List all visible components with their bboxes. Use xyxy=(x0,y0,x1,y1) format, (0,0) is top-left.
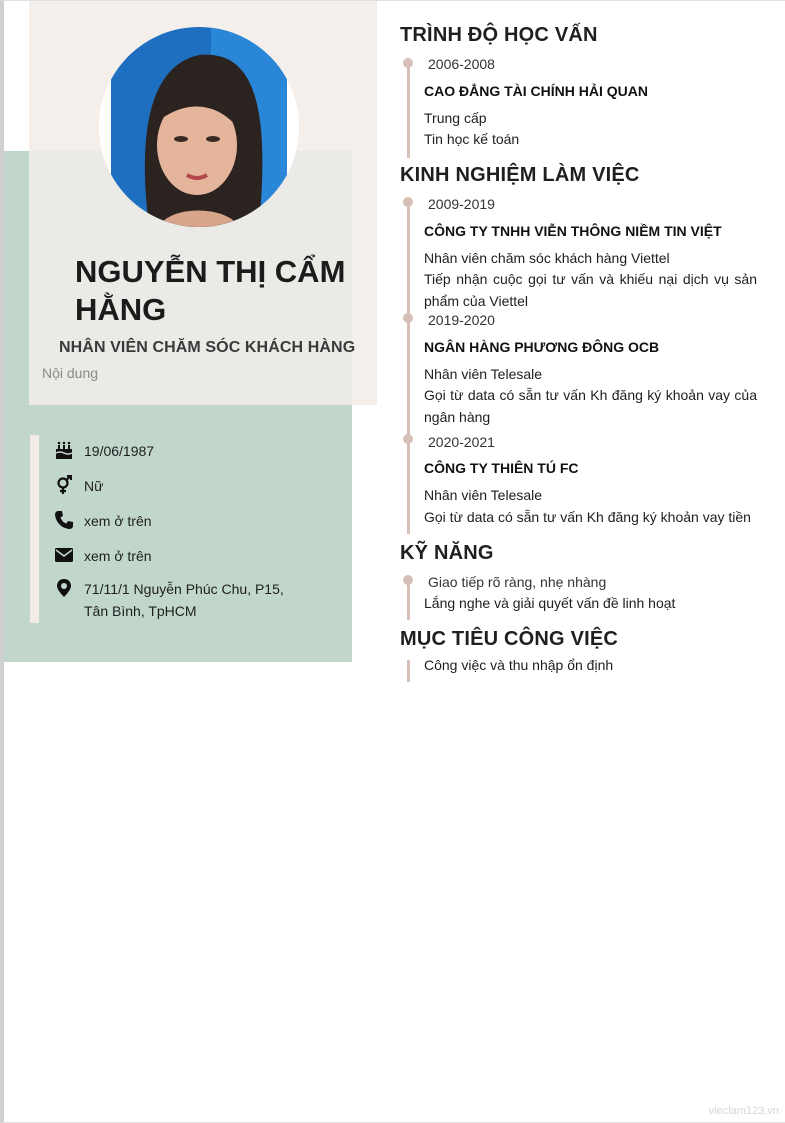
objective-timeline xyxy=(407,660,410,682)
info-email xyxy=(54,545,152,567)
experience-company: CÔNG TY TNHH VIỄN THÔNG NIỀM TIN VIỆT xyxy=(424,223,722,239)
experience-description: Tiếp nhận cuộc gọi tư vấn và khiếu nại dịch vụ sản phẩm của Viettel xyxy=(424,271,757,309)
job-title: NHÂN VIÊN CHĂM SÓC KHÁCH HÀNG xyxy=(59,339,356,356)
info-phone xyxy=(54,510,152,532)
experience-description: Gọi từ data có sẵn tư vấn Kh đăng ký khoản vay của ngân hàng xyxy=(424,387,757,425)
avatar xyxy=(99,27,299,227)
experience-company: NGÂN HÀNG PHƯƠNG ĐÔNG OCB xyxy=(424,339,660,355)
content-placeholder: Nội dung xyxy=(42,365,99,381)
experience-timeline xyxy=(407,202,410,534)
info-accent-bar xyxy=(30,435,39,623)
experience-role: Nhân viên chăm sóc khách hàng Viettel xyxy=(424,250,670,266)
email-text: xem ở trên xyxy=(84,548,152,564)
timeline-dot xyxy=(403,575,413,585)
gender-text: Nữ xyxy=(84,478,104,494)
skills-timeline xyxy=(407,580,410,620)
cake-icon xyxy=(54,440,74,460)
experience-date: 2020-2021 xyxy=(428,434,495,450)
timeline-dot xyxy=(403,434,413,444)
skill-item: Lắng nghe và giải quyết vấn đề linh hoạt xyxy=(424,595,676,611)
phone-icon xyxy=(54,510,74,530)
experience-description: Gọi từ data có sẵn tư vấn Kh đăng ký khoản vay tiền xyxy=(424,509,751,525)
address-text: 71/11/1 Nguyễn Phúc Chu, P15, Tân Bình, TpHCM xyxy=(84,581,284,619)
experience-company: CÔNG TY THIÊN TÚ FC xyxy=(424,460,579,476)
education-level: Trung cấp xyxy=(424,110,487,126)
experience-date: 2009-2019 xyxy=(428,196,495,212)
info-gender xyxy=(54,475,103,497)
objective-title: MỤC TIÊU CÔNG VIỆC xyxy=(400,628,619,650)
experience-title: KINH NGHIỆM LÀM VIỆC xyxy=(400,164,640,186)
experience-role: Nhân viên Telesale xyxy=(424,487,543,503)
timeline-dot xyxy=(403,58,413,68)
mail-icon xyxy=(54,545,74,565)
education-major: Tin học kế toán xyxy=(424,131,520,147)
candidate-name: NGUYỄN THỊ CẨM HẰNG xyxy=(75,254,346,327)
education-timeline xyxy=(407,62,410,158)
objective-text: Công việc và thu nhập ổn định xyxy=(424,657,614,673)
skill-item: Giao tiếp rõ ràng, nhẹ nhàng xyxy=(428,574,607,590)
info-birthday xyxy=(54,440,154,462)
experience-date: 2019-2020 xyxy=(428,312,495,328)
education-date: 2006-2008 xyxy=(428,56,495,72)
location-icon xyxy=(54,578,74,598)
timeline-dot xyxy=(403,313,413,323)
watermark: vieclam123.vn xyxy=(708,1105,779,1117)
birthday-text: 19/06/1987 xyxy=(84,443,155,459)
experience-role: Nhân viên Telesale xyxy=(424,366,543,382)
education-school: CAO ĐẲNG TÀI CHÍNH HẢI QUAN xyxy=(424,83,648,99)
info-address xyxy=(54,578,299,622)
skills-title: KỸ NĂNG xyxy=(400,542,494,564)
phone-text: xem ở trên xyxy=(84,513,152,529)
timeline-dot xyxy=(403,197,413,207)
gender-icon xyxy=(54,475,74,495)
education-title: TRÌNH ĐỘ HỌC VẤN xyxy=(400,24,598,46)
